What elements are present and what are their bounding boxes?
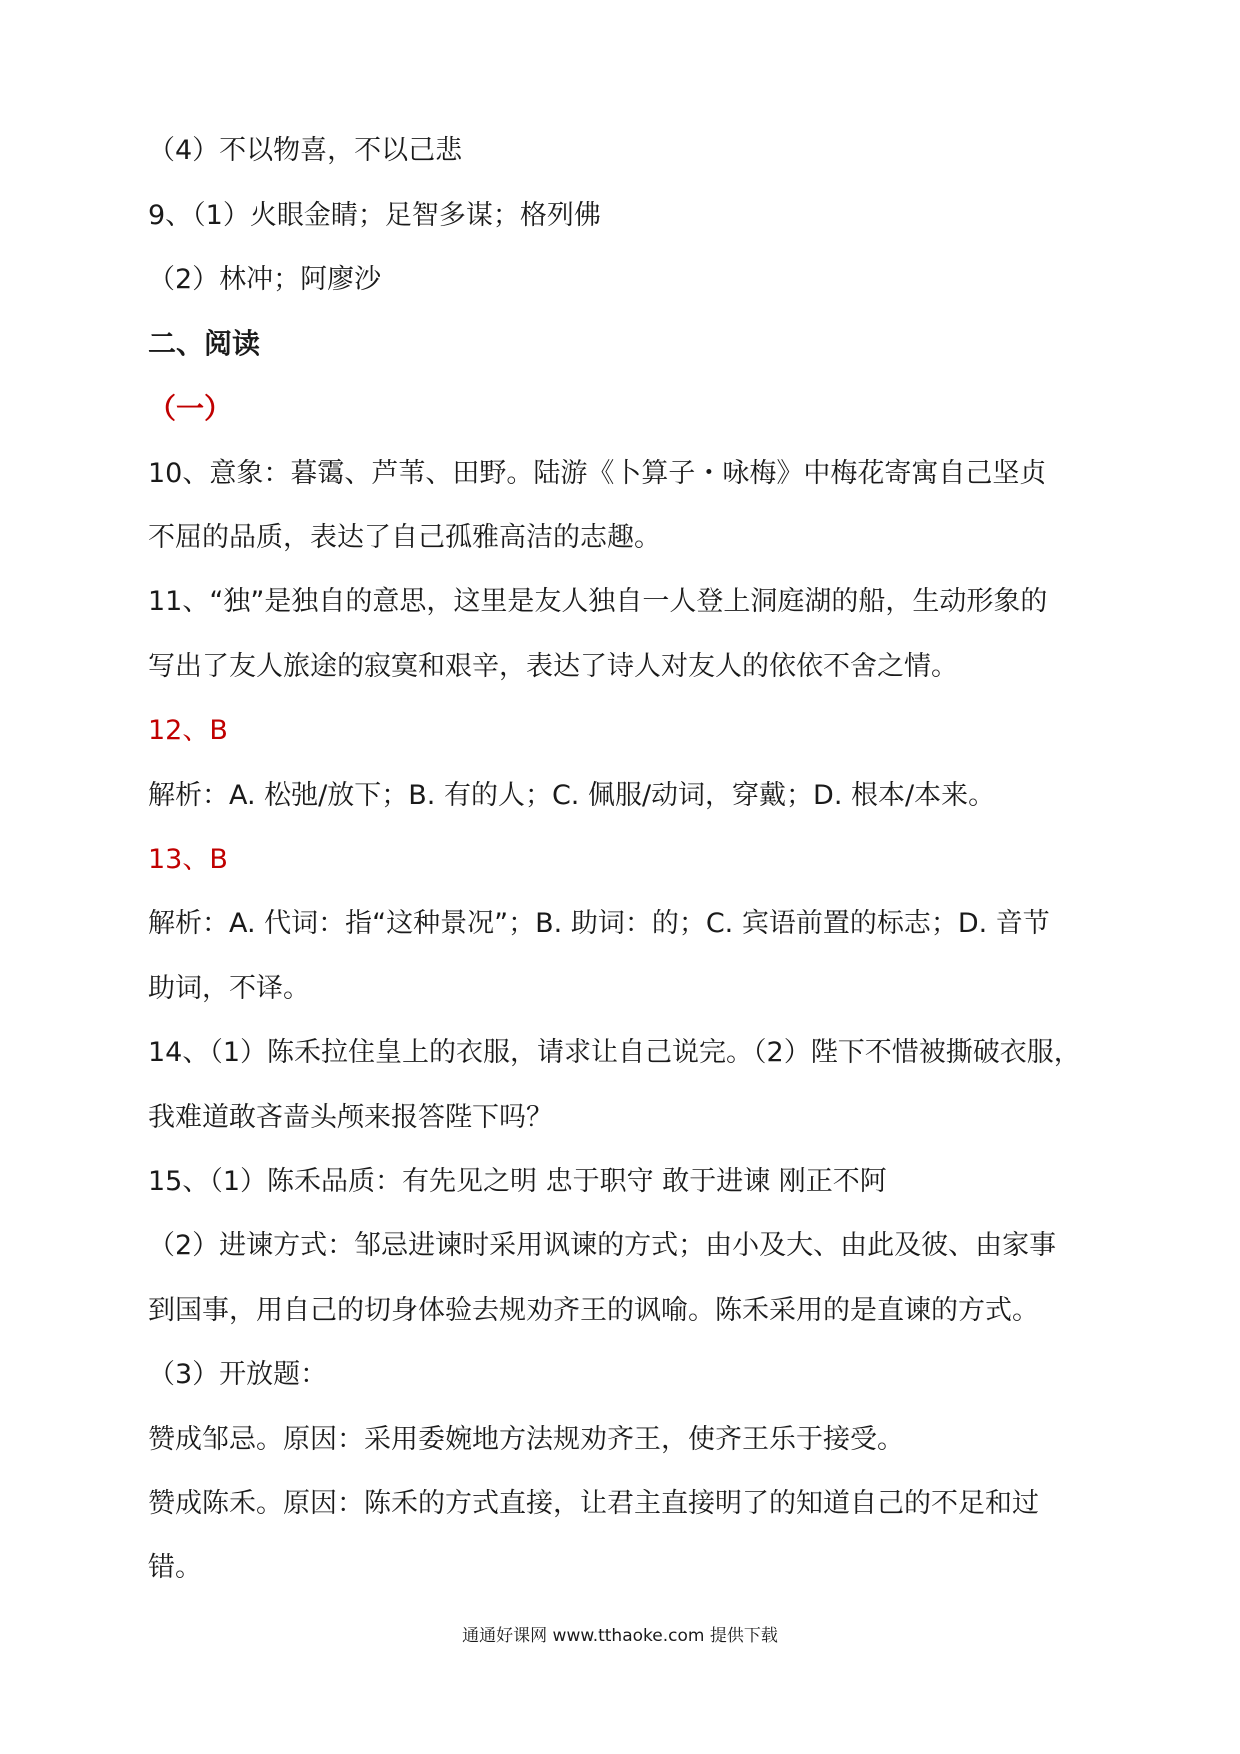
answer-15-3-option-2-line-2: 错。 <box>148 1552 202 1583</box>
analysis-12: 解析：A. 松弛/放下；B. 有的人；C. 佩服/动词，穿戴；D. 根本/本来。 <box>148 780 996 811</box>
answer-9-2: （2）林冲；阿廖沙 <box>148 264 382 295</box>
answer-11-line-2: 写出了友人旅途的寂寞和艰辛，表达了诗人对友人的依依不舍之情。 <box>148 651 958 682</box>
answer-10-line-2: 不屈的品质，表达了自己孤雅高洁的志趣。 <box>148 522 661 553</box>
section-heading-reading: 二、阅读 <box>148 327 261 360</box>
answer-15-2-line-2: 到国事，用自己的切身体验去规劝齐王的讽喻。陈禾采用的是直谏的方式。 <box>148 1295 1039 1326</box>
answer-11-line-1: 11、“独”是独自的意思，这里是友人独自一人登上洞庭湖的船，生动形象的 <box>148 586 1048 617</box>
answer-10-line-1: 10、意象：暮霭、芦苇、田野。陆游《卜算子・咏梅》中梅花寄寓自己坚贞 <box>148 458 1047 489</box>
answer-15-1: 15、（1）陈禾品质：有先见之明 忠于职守 敢于进谏 刚正不阿 <box>148 1166 887 1197</box>
answer-8-4: （4）不以物喜，不以己悲 <box>148 135 463 166</box>
answer-15-3: （3）开放题： <box>148 1359 328 1390</box>
answer-15-3-option-1: 赞成邹忌。原因：采用委婉地方法规劝齐王，使齐王乐于接受。 <box>148 1424 904 1455</box>
answer-9-1: 9、（1）火眼金睛；足智多谋；格列佛 <box>148 200 601 231</box>
answer-14-line-2: 我难道敢吝啬头颅来报答陛下吗？ <box>148 1102 553 1133</box>
answer-15-3-option-2-line-1: 赞成陈禾。原因：陈禾的方式直接，让君主直接明了的知道自己的不足和过 <box>148 1488 1039 1519</box>
analysis-13-line-1: 解析：A. 代词：指“这种景况”；B. 助词：的；C. 宾语前置的标志；D. 音节 <box>148 908 1050 939</box>
answer-13: 13、B <box>148 844 228 875</box>
subsection-heading-1: （一） <box>148 392 233 425</box>
answer-15-2-line-1: （2）进谏方式：邹忌进谏时采用讽谏的方式；由小及大、由此及彼、由家事 <box>148 1230 1057 1261</box>
answer-12: 12、B <box>148 715 228 746</box>
page-footer: 通通好课网 www.tthaoke.com 提供下载 <box>462 1626 778 1646</box>
analysis-13-line-2: 助词，不译。 <box>148 973 310 1004</box>
answer-14-line-1: 14、（1）陈禾拉住皇上的衣服，请求让自己说完。（2）陛下不惜被撕破衣服， <box>148 1037 1081 1068</box>
